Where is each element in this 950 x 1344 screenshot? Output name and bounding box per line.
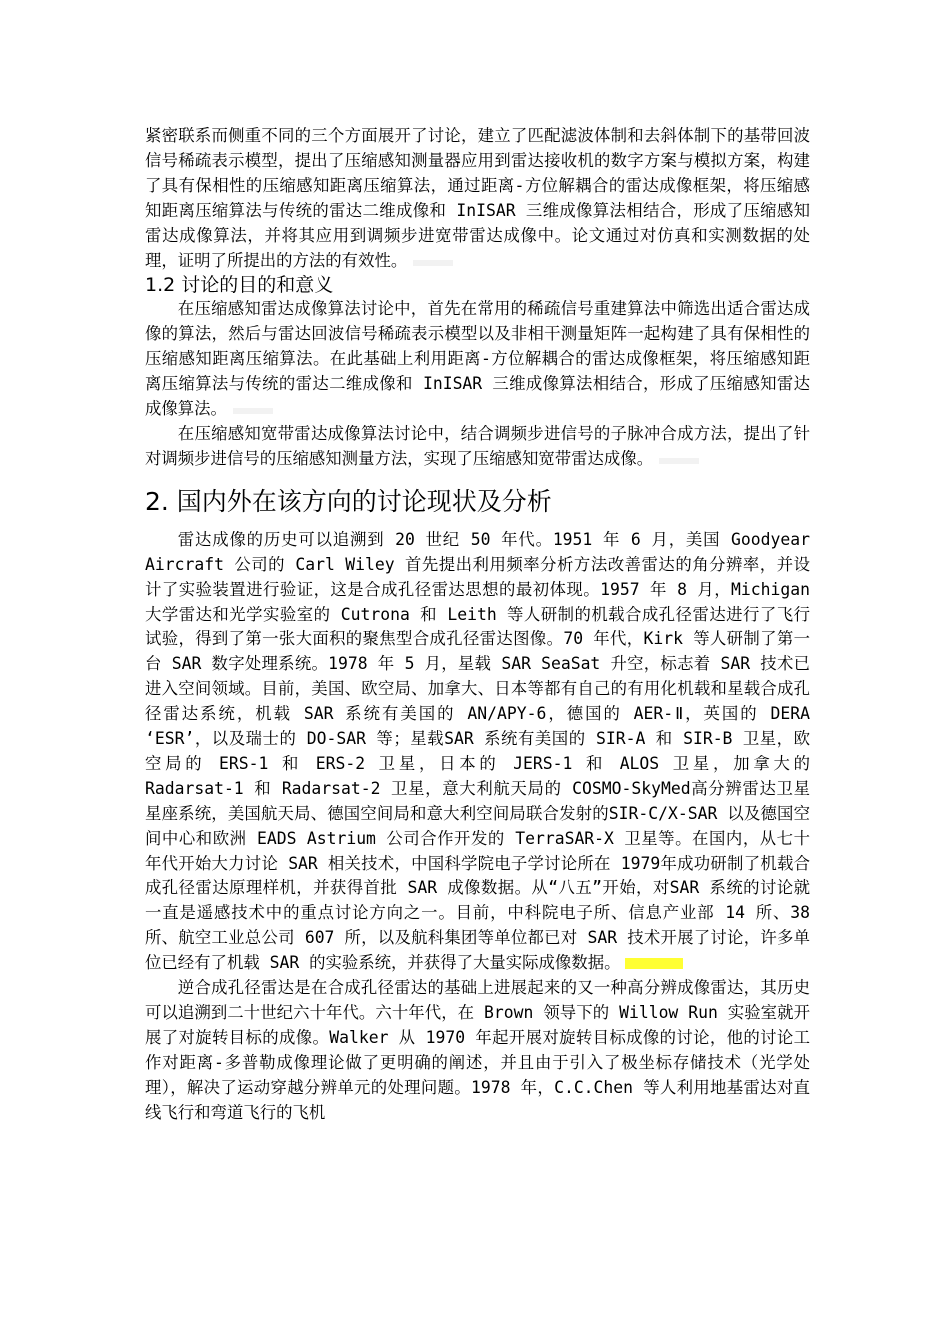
section-heading-2: 2. 国内外在该方向的讨论现状及分析 (145, 486, 552, 516)
faint-watermark-mark (659, 458, 699, 464)
section-1-2-paragraph-2: 在压缩感知宽带雷达成像算法讨论中，结合调频步进信号的子脉冲合成方法，提出了针对调频步进信号的压缩感知测量方法，实现了压缩感知宽带雷达成像。 (145, 423, 810, 468)
section-heading-1-2: 1.2 讨论的目的和意义 (145, 274, 334, 297)
faint-watermark-mark (233, 408, 273, 414)
page-content (145, 124, 810, 1126)
intro-paragraph: 紧密联系而侧重不同的三个方面展开了讨论，建立了匹配滤波体制和去斜体制下的基带回波信号稀疏表示模型，提出了压缩感知测量器应用到雷达接收机的数字方案与模拟方案，构建了具有保相性的压缩感知距离压缩算法，通过距离-方位解耦合的雷达成像框架，将压缩感知距离压缩算法与传统的雷达二维成像和 InISAR 三维成像算法相结合，形成了压缩感知雷达成像算法，并将其应用到调频步进宽带雷达成像中。论文通过对仿真和实测数据的处理，证明了所提出的方法的有效性。 (145, 126, 810, 270)
faint-watermark-mark (413, 260, 453, 266)
section-2-paragraph-2: 逆合成孔径雷达是在合成孔径雷达的基础上进展起来的又一种高分辨成像雷达，其历史可以追溯到二十世纪六十年代。六十年代，在 Brown 领导下的 Willow Run 实验室就开展了对旋转目标的成像。Walker 从 1970 年起开展对旋转目标成像的讨论，他的讨论工作对距离-多普勒成像理论做了更明确的阐述，并且由于引入了极坐标存储技术（光学处理），解决了运动穿越分辨单元的处理问题。1978 年，C.C.Chen 等人利用地基雷达对直线飞行和弯道飞行的飞机 (145, 978, 810, 1122)
section-2-paragraph-1: 雷达成像的历史可以追溯到 20 世纪 50 年代。1951 年 6 月，美国 Goodyear Aircraft 公司的 Carl Wiley 首先提出利用频率分析方法改善雷达的角分辨率，并设计了实验装置进行验证，这是合成孔径雷达思想的最初体现。1957 年 8 月，Michigan 大学雷达和光学实验室的 Cutrona 和 Leith 等人研制的机载合成孔径雷达进行了飞行试验，得到了第一张大面积的聚焦型合成孔径雷达图像。70 年代，Kirk 等人研制了第一台 SAR 数字处理系统。1978 年 5 月，星载 SAR SeaSat 升空，标志着 SAR 技术已进入空间领域。目前，美国、欧空局、加拿大、日本等都有自己的有用化机载和星载合成孔径雷达系统，机载 SAR 系统有美国的 AN/APY-6，德国的 AER-Ⅱ，英国的 DERA ‘ESR’，以及瑞士的 DO-SAR 等；星载SAR 系统有美国的 SIR-A 和 SIR-B 卫星，欧空局的 ERS-1 和 ERS-2 卫星，日本的 JERS-1 和 ALOS 卫星，加拿大的 Radarsat-1 和 Radarsat-2 卫星，意大利航天局的 COSMO-SkyMed高分辨雷达卫星星座系统，美国航天局、德国空间局和意大利空间局联合发射的SIR-C/X-SAR 以及德国空间中心和欧洲 EADS Astrium 公司合作开发的 TerraSAR-X 卫星等。在国内，从七十年代开始大力讨论 SAR 相关技术，中国科学院电子学讨论所在 1979年成功研制了机载合成孔径雷达原理样机，并获得首批 SAR 成像数据。从“八五”开始，对SAR 系统的讨论就一直是遥感技术中的重点讨论方向之一。目前，中科院电子所、信息产业部 14 所、38 所、航空工业总公司 607 所，以及航科集团等单位都已对 SAR 技术开展了讨论，许多单位已经有了机载 SAR 的实验系统，并获得了大量实际成像数据。 (145, 529, 810, 973)
section-1-2-paragraph-1: 在压缩感知雷达成像算法讨论中，首先在常用的稀疏信号重建算法中筛选出适合雷达成像的算法，然后与雷达回波信号稀疏表示模型以及非相干测量矩阵一起构建了具有保相性的压缩感知距离压缩算法。在此基础上利用距离-方位解耦合的雷达成像框架，将压缩感知距离压缩算法与传统的雷达二维成像和 InISAR 三维成像算法相结合，形成了压缩感知雷达成像算法。 (145, 299, 810, 419)
yellow-highlight-mark (625, 958, 683, 969)
